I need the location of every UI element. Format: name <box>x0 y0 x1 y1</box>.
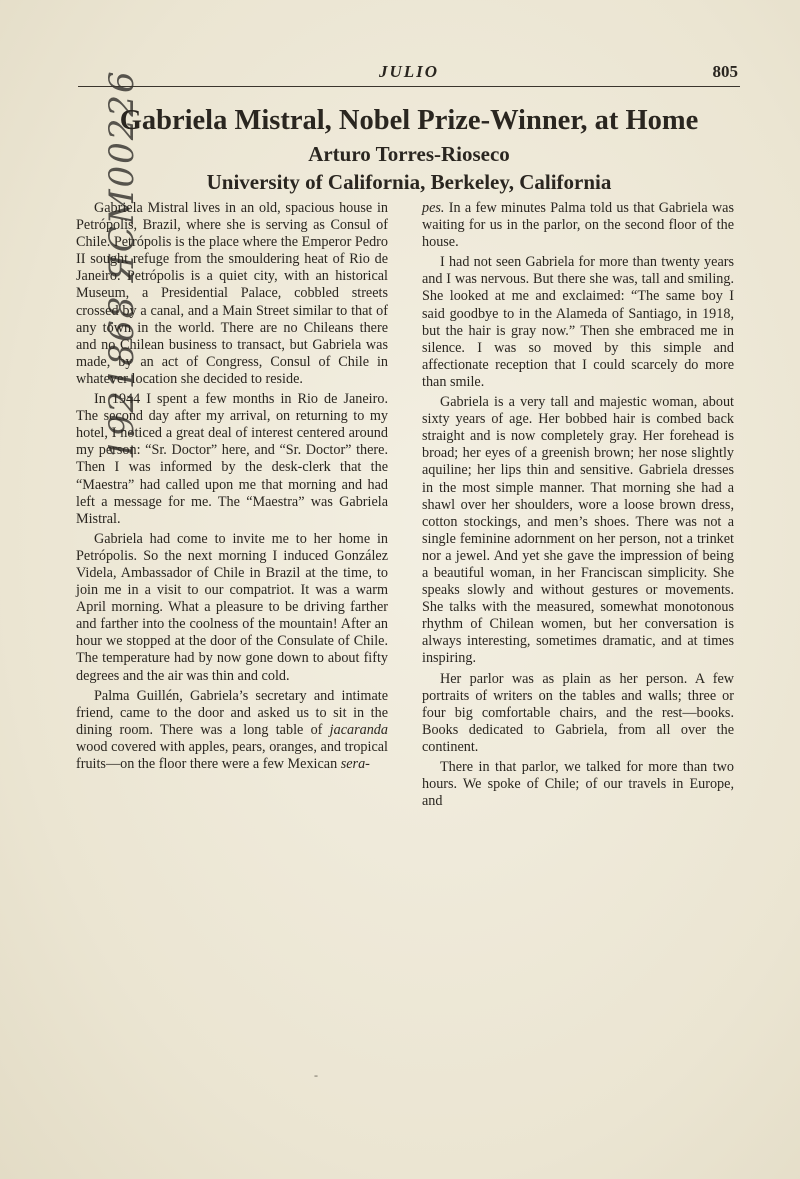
italic-word: sera- <box>340 756 370 772</box>
page-number: 805 <box>712 62 738 81</box>
page-footer-mark: - <box>314 1068 318 1082</box>
article-title: Gabriela Mistral, Nobel Prize-Winner, at Home <box>119 105 699 136</box>
paragraph <box>76 688 388 773</box>
paragraph-continued <box>422 200 734 251</box>
left-column <box>76 200 388 776</box>
text-run: wood covered with apples, pears, oranges, and tropical fruits—on the floor there were a few Mexican <box>76 738 388 772</box>
paragraph: Her parlor was as plain as her person. A few portraits of writers on the tables and walls; three or four big comfortable chairs, and the rest—books. Books dedicated to Gabriela, from all over the continent. <box>422 670 734 755</box>
paragraph: In 1944 I spent a few months in Rio de Janeiro. The second day after my arrival, on returning to my hotel, I noticed a great deal of interest centered around my person: “Sr. Doctor” here, and “Sr. Doctor” there. Then I was informed by the desk-clerk that the “Maestra” had called upon me that morning and had left a message for me. The “Maestra” was Gabriela Mistral. <box>76 391 388 527</box>
text-run: In a few minutes Palma told us that Gabriela was waiting for us in the parlor, on the second floor of the house. <box>422 200 734 251</box>
article-author: Arturo Torres-Rioseco <box>308 142 510 166</box>
italic-word: pes. <box>422 200 445 216</box>
paragraph: I had not seen Gabriela for more than twenty years and I was nervous. But there she was, tall and smiling. She looked at me and exclaimed: “The same boy I said goodbye to in the Alameda of Santiago, in 1918, but the hair is gray now.” Then she embraced me in silence. I was so moved by this simple and affectionate reception that I could scarcely do more than smile. <box>422 254 734 390</box>
running-header <box>78 62 740 87</box>
author-affiliation: University of California, Berkeley, California <box>206 170 612 194</box>
paragraph: Gabriela had come to invite me to her home in Petrópolis. So the next morning I induced González Videla, Ambassador of Chile in Brazil at the time, to join me in a visit to our compatriot. It was a warm April morning. What a pleasure to be driving farther and farther into the coolness of the mountain! After an hour we stopped at the door of the Consulate of Chile. The temperature had by now gone down to about fifty degrees and the air was thin and cold. <box>76 530 388 684</box>
paragraph: There in that parlor, we talked for more than two hours. We spoke of Chile; of our travels in Europe, and <box>422 759 734 810</box>
right-column <box>422 200 734 813</box>
text-run: Palma Guillén, Gabriela’s secretary and intimate friend, came to the door and asked us to sit in the dining room. There was a long table of <box>76 687 388 738</box>
paragraph: Gabriela is a very tall and majestic woman, about sixty years of age. Her bobbed hair is combed back straight and is now completely gray. Her forehead is broad; her eyes of a greenish brown; her nose slightly aquiline; her lips thin and sensitive. Gabriela dresses in the most simple manner. That morning she had a shawl over her shoulders, wore a loose brown dress, cotton stockings, and men’s shoes. There was not a single feminine adornment on her person, not a trinket nor a jewel. And yet she gave the impression of being a beautiful woman, in her Franciscan simplicity. She speaks slowly and without gestures or movements. She talks with the measured, somewhat monotonous rhythm of Chilean women, but her conversation is always interesting, sometimes dramatic, and at times inspiring. <box>422 394 734 667</box>
handwritten-catalog-number: 1921868 ЯСМ00226 <box>102 69 142 460</box>
paragraph: Gabriela Mistral lives in an old, spacious house in Petrópolis, Brazil, where she is serving as Consul of Chile. Petrópolis is the place where the Emperor Pedro II sought refuge from the smouldering heat of Rio de Janeiro. Petrópolis is a quiet city, with an historical Museum, a Presidential Palace, cobbled streets crossed by a canal, and a Main Street similar to that of any town in the world. There are no Chileans there and no Chilean business to transact, but Gabriela was made, by an act of Congress, Consul of Chile in whatever location she decided to reside. <box>76 200 388 387</box>
running-title: JULIO <box>378 62 440 81</box>
italic-word: jacaranda <box>329 721 388 738</box>
